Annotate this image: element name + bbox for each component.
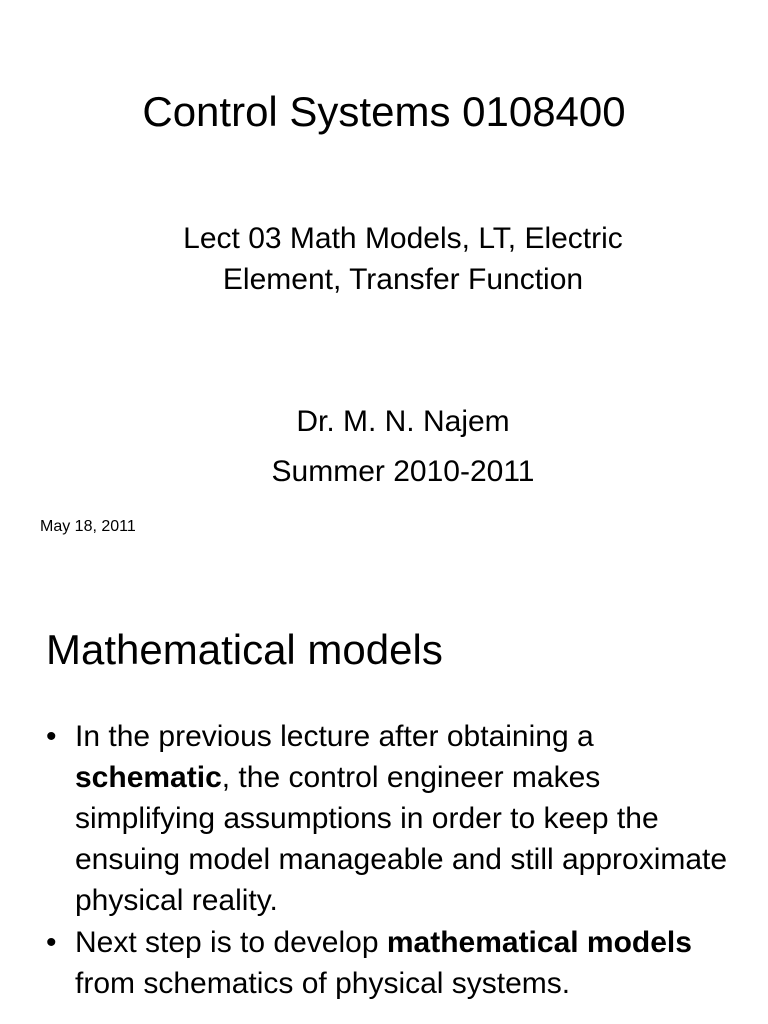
bullet-list: [46, 716, 746, 1005]
bullet-text-bold: mathematical models: [386, 926, 692, 959]
slide-date: May 18, 2011: [40, 518, 136, 535]
lecture-subtitle: Lect 03 Math Models, LT, Electric Element, Transfer Function: [183, 222, 623, 296]
bullet-text-pre: Next step is to develop: [75, 926, 387, 959]
bullet-text-bold: schematic: [75, 761, 222, 794]
bullet-text-post: from schematics of physical systems.: [75, 967, 571, 1000]
bullet-icon: •: [46, 926, 57, 959]
author-name: Dr. M. N. Najem: [296, 405, 510, 438]
bullet-icon: •: [46, 720, 57, 753]
section-title: Mathematical models: [46, 626, 443, 673]
bullet-text-post: , the control engineer makes simplifying assumptions in order to keep the ensuing model manageable and still approximate physical reality.: [75, 761, 728, 917]
slide-title: Control Systems 0108400: [142, 88, 626, 135]
course-term: Summer 2010-2011: [271, 455, 535, 488]
bullet-item: [46, 716, 746, 921]
bullet-item: [46, 922, 746, 1004]
bullet-text-pre: In the previous lecture after obtaining a: [75, 720, 594, 753]
